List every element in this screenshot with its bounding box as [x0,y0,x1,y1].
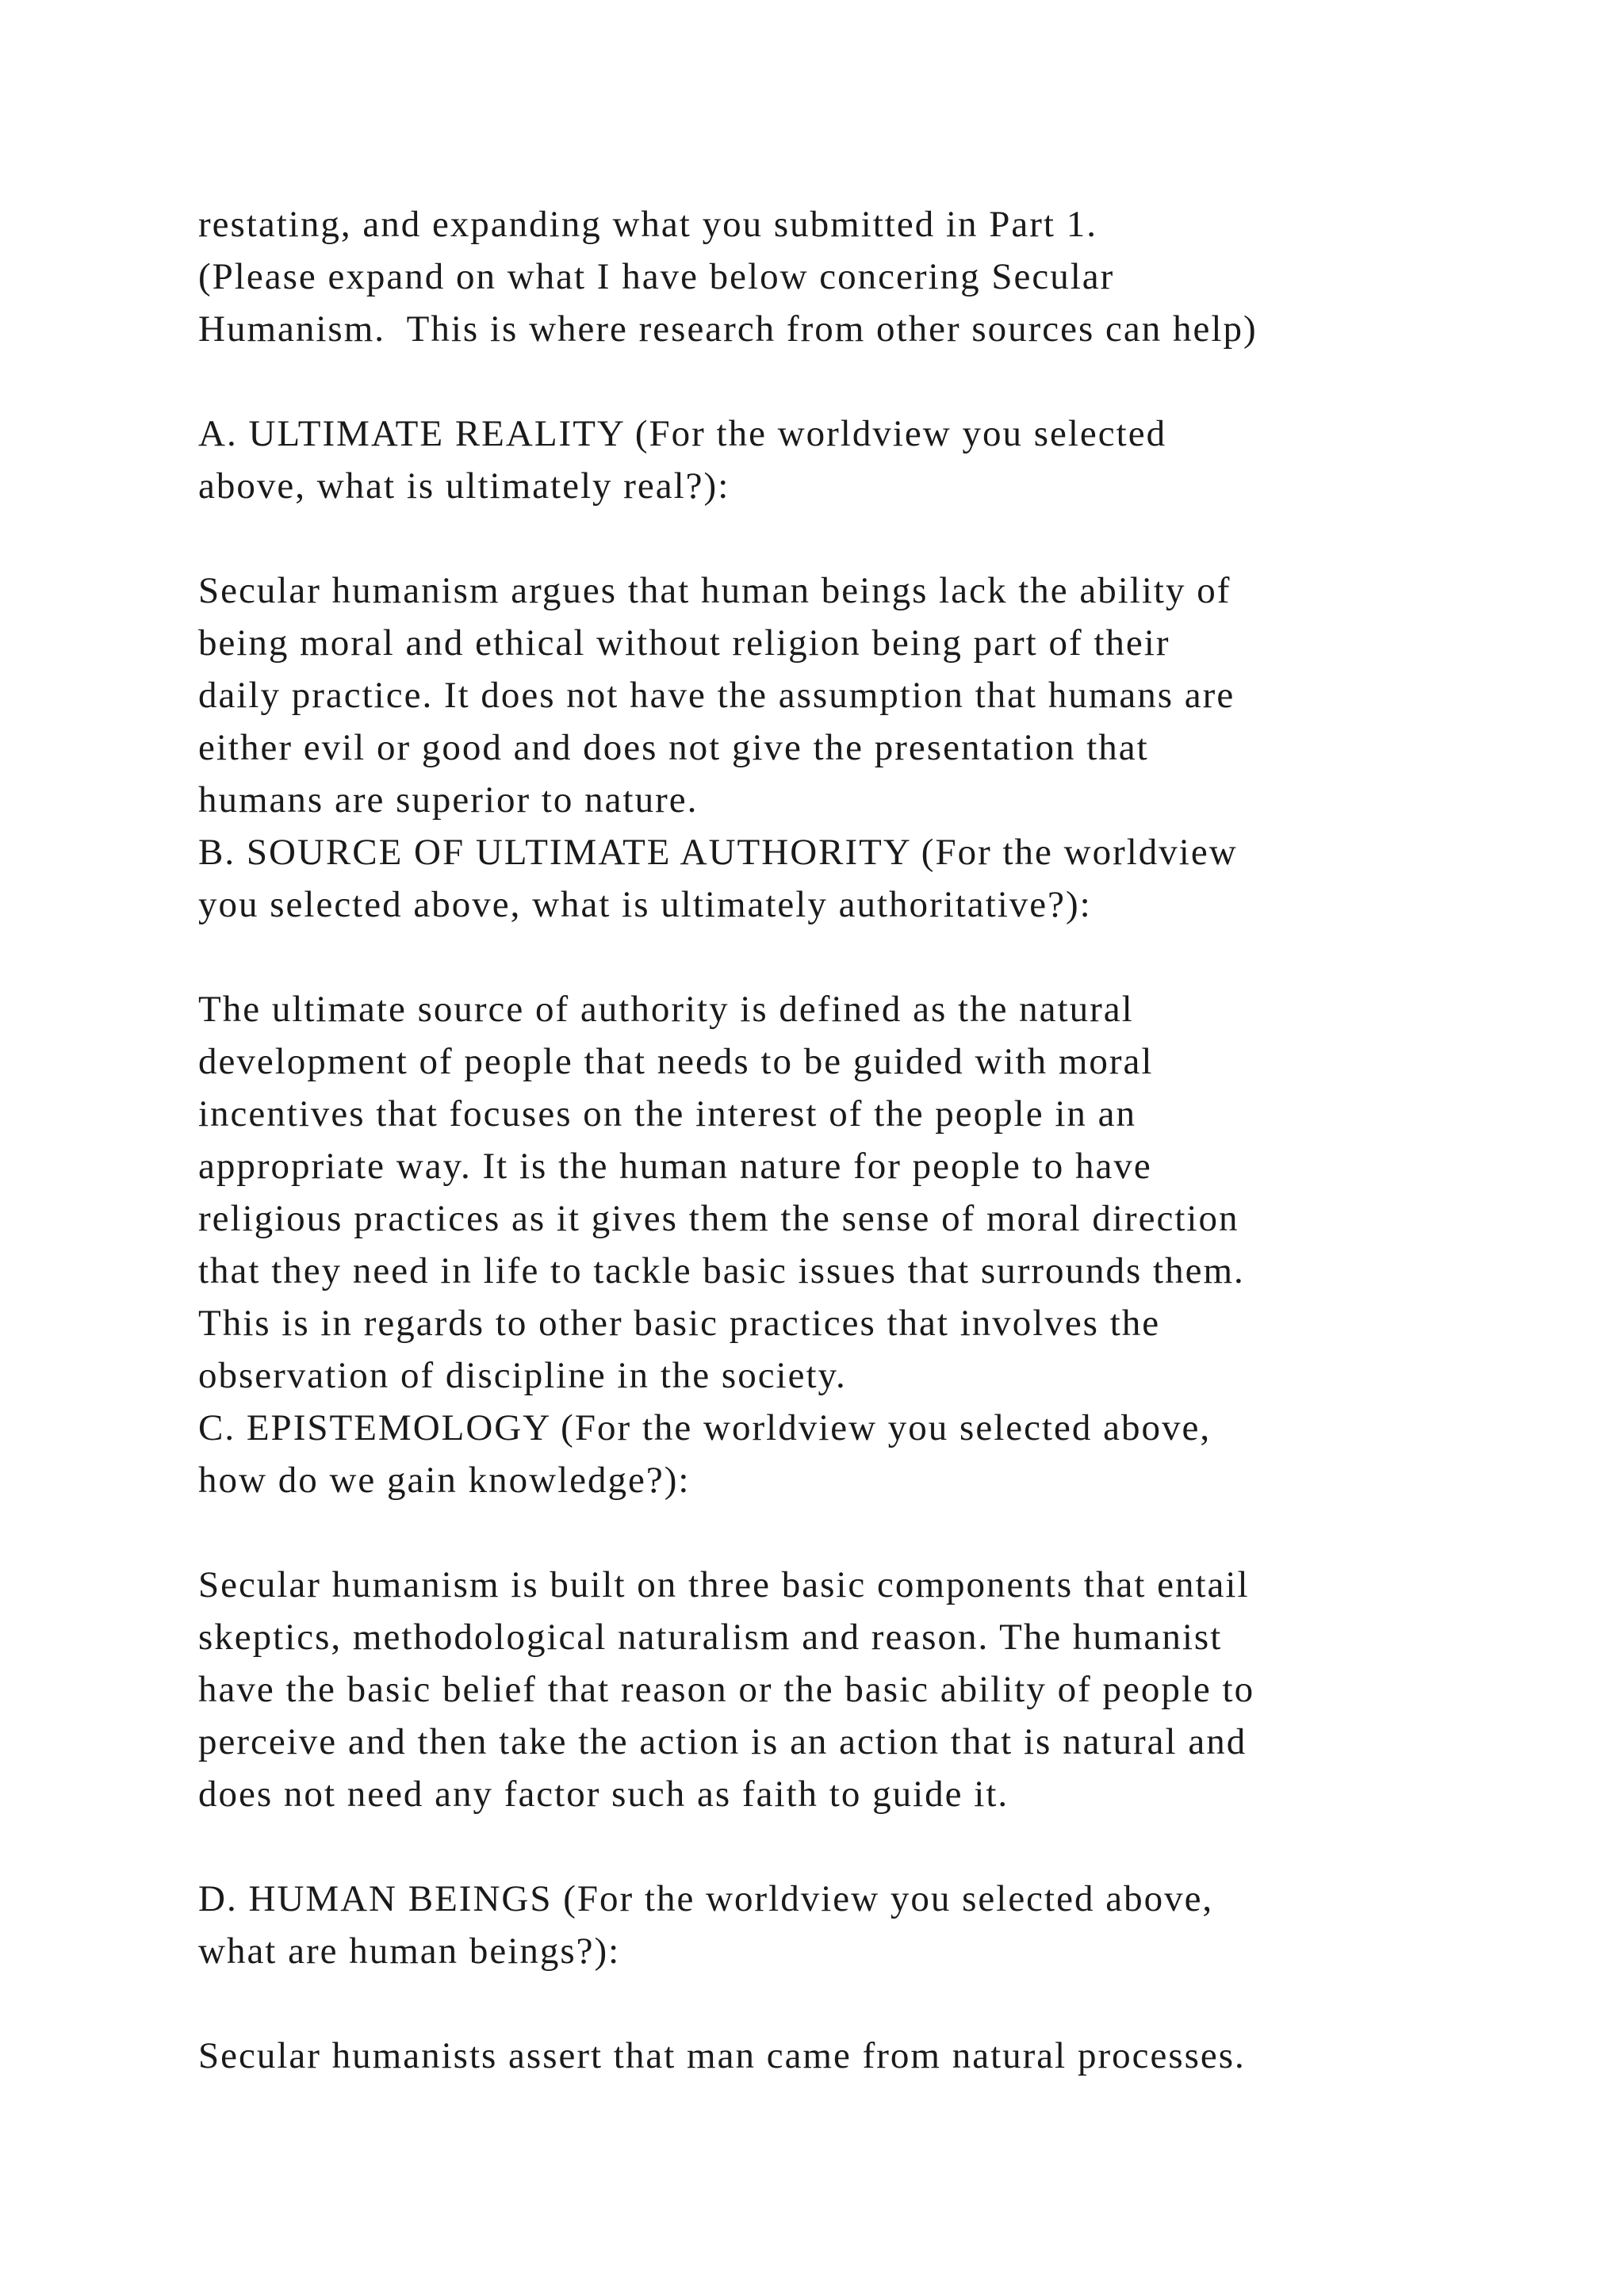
blank-line [198,1820,1530,1873]
text-line: observation of discipline in the society. [198,1355,847,1396]
section-heading-b: you selected above, what is ultimately authoritative?): [198,884,1092,925]
text-line: The ultimate source of authority is defined as the natural [198,989,1134,1030]
text-line: (Please expand on what I have below concering Secular [198,256,1115,297]
text-line: skeptics, methodological naturalism and reason. The humanist [198,1617,1223,1658]
text-line: have the basic belief that reason or the basic ability of people to [198,1669,1255,1710]
section-heading-d: D. HUMAN BEINGS (For the worldview you selected above, [198,1878,1214,1919]
text-line: Secular humanism is built on three basic components that entail [198,1564,1250,1605]
text-line: appropriate way. It is the human nature for people to have [198,1146,1152,1187]
text-line: restating, and expanding what you submitted in Part 1. [198,204,1097,245]
text-line: does not need any factor such as faith to guide it. [198,1774,1009,1815]
text-line: development of people that needs to be guided with moral [198,1041,1154,1082]
text-line: that they need in life to tackle basic issues that surrounds them. [198,1250,1245,1292]
blank-line [198,1977,1530,2030]
text-line: Humanism. This is where research from other sources can help) [198,308,1258,350]
text-line: Secular humanism argues that human beings lack the ability of [198,570,1231,611]
text-line: religious practices as it gives them the sense of moral direction [198,1198,1239,1239]
blank-line [198,931,1530,983]
text-line: daily practice. It does not have the assumption that humans are [198,675,1235,716]
blank-line [198,512,1530,564]
section-heading-c: how do we gain knowledge?): [198,1460,691,1501]
section-heading-b: B. SOURCE OF ULTIMATE AUTHORITY (For the worldview [198,832,1238,873]
document-body [198,198,1530,2082]
text-line: incentives that focuses on the interest of the people in an [198,1093,1137,1135]
text-line: being moral and ethical without religion being part of their [198,622,1170,664]
section-heading-a: A. ULTIMATE REALITY (For the worldview you selected [198,413,1167,454]
section-heading-a: above, what is ultimately real?): [198,465,730,507]
section-heading-d: what are human beings?): [198,1931,621,1972]
text-line: perceive and then take the action is an action that is natural and [198,1721,1247,1762]
text-line: humans are superior to nature. [198,779,699,821]
blank-line [198,1506,1530,1559]
section-heading-c: C. EPISTEMOLOGY (For the worldview you selected above, [198,1407,1212,1448]
text-line: either evil or good and does not give the presentation that [198,727,1149,768]
text-line: This is in regards to other basic practices that involves the [198,1303,1161,1344]
text-line: Secular humanists assert that man came from natural processes. [198,2035,1246,2076]
blank-line [198,355,1530,408]
